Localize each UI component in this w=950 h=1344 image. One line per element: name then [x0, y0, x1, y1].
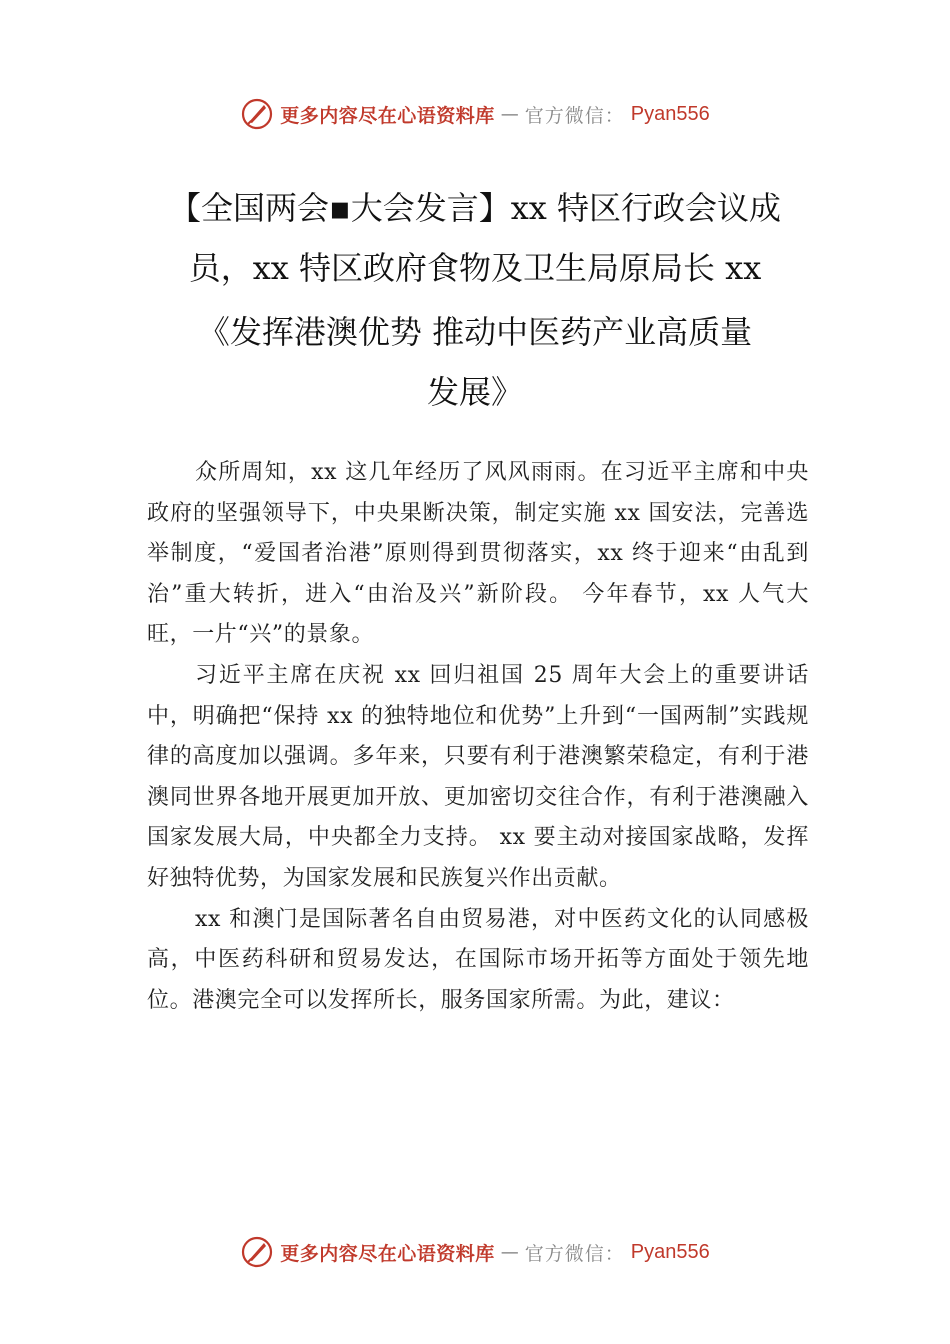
banner-dash: — — [500, 103, 519, 125]
title-line-4: 发展》 — [426, 373, 523, 411]
quill-logo-icon — [240, 97, 274, 131]
document-title — [140, 178, 810, 422]
header-banner — [0, 94, 950, 134]
banner-wechat-id: Pyan556 — [630, 1240, 710, 1263]
title-line-3: 《发挥港澳优势 推动中医药产业高质量 — [197, 313, 753, 351]
paragraph-2: 习近平主席在庆祝 xx 回归祖国 25 周年大会上的重要讲话中，明确把“保持 xx 的独特地位和优势”上升到“一国两制”实践规律的高度加以强调。多年来，只要有利于港澳繁荣稳定，有利于港澳同世界各地开展更加开放、更加密切交往合作，有利于港澳融入国家发展大局，中央都全力支持。 xx 要主动对接国家战略，发挥好独特优势，为国家发展和民族复兴作出贡献。 — [147, 662, 809, 891]
banner-wechat-label: 官方微信： — [524, 1242, 625, 1265]
title-line-2: 员，xx 特区政府食物及卫生局原局长 xx — [188, 249, 762, 287]
banner-dash: — — [500, 1241, 519, 1263]
footer-banner — [0, 1232, 950, 1272]
title-line-1: 【全国两会▪大会发言】xx 特区行政会议成 — [169, 189, 781, 227]
quill-logo-icon — [240, 1235, 274, 1269]
banner-brand-text: 更多内容尽在心语资料库 — [280, 1242, 495, 1265]
banner-brand-text: 更多内容尽在心语资料库 — [280, 104, 495, 127]
banner-wechat-label: 官方微信： — [524, 104, 625, 127]
paragraph-3: xx 和澳门是国际著名自由贸易港，对中医药文化的认同感极高，中医药科研和贸易发达，在国际市场开拓等方面处于领先地位。港澳完全可以发挥所长，服务国家所需。为此，建议： — [147, 906, 809, 1013]
document-body — [147, 453, 809, 1021]
paragraph-1: 众所周知，xx 这几年经历了风风雨雨。在习近平主席和中央政府的坚强领导下，中央果断决策，制定实施 xx 国安法，完善选举制度，“爱国者治港”原则得到贯彻落实，xx 终于迎来“由乱到治”重大转折，进入“由治及兴”新阶段。 今年春节，xx 人气大旺，一片“兴”的景象。 — [147, 460, 809, 648]
banner-wechat-id: Pyan556 — [630, 102, 710, 125]
